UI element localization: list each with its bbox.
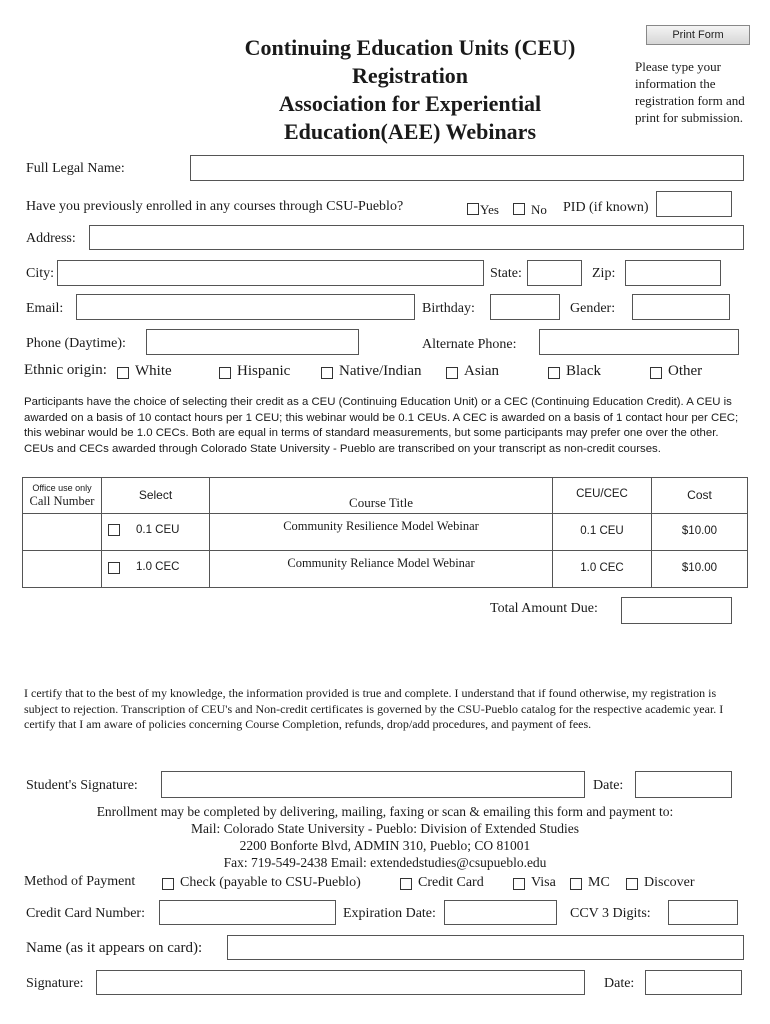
mc-label: MC <box>588 875 610 890</box>
mail-address-line: Mail: Colorado State University - Pueblo: Division of Extended Studies <box>190 821 580 836</box>
cost-cell <box>652 514 748 551</box>
call-number-cell <box>23 551 102 588</box>
ceu-cec-header-label: CEU/CEC <box>576 488 628 500</box>
credit-card-label: Credit Card <box>418 875 484 890</box>
credit-value: 0.1 CEU <box>580 525 624 537</box>
asian-checkbox[interactable] <box>446 367 458 379</box>
expiration-date-field[interactable] <box>444 900 557 925</box>
ethnic-origin-label: Ethnic origin: <box>24 362 107 378</box>
cost-header-label: Cost <box>687 488 712 502</box>
course-title: Community Reliance Model Webinar <box>287 556 475 570</box>
select-cell <box>102 551 210 588</box>
full-name-field[interactable] <box>190 155 744 181</box>
course-title-header-label: Course Title <box>349 495 413 510</box>
title-line-4: Education(AEE) Webinars <box>283 119 537 144</box>
student-date-field[interactable] <box>635 771 732 798</box>
visa-label: Visa <box>531 875 556 890</box>
card-number-label: Credit Card Number: <box>26 906 145 921</box>
discover-label: Discover <box>644 875 695 890</box>
office-use-label: Office use only <box>32 483 92 493</box>
enrollment-line-1: Enrollment may be completed by delivering, mailing, faxing or scan & emailing this form and payment to: <box>96 804 674 819</box>
title-line-1: Continuing Education Units (CEU) <box>244 35 576 60</box>
address-label: Address: <box>26 231 76 246</box>
city-label: City: <box>26 266 55 281</box>
discover-checkbox[interactable] <box>626 878 638 890</box>
student-signature-field[interactable] <box>161 771 585 798</box>
cost-cell <box>652 551 748 588</box>
other-label: Other <box>668 363 703 379</box>
address-field[interactable] <box>89 225 744 250</box>
asian-label: Asian <box>464 363 499 379</box>
zip-label: Zip: <box>592 266 616 281</box>
native-indian-label: Native/Indian <box>339 363 422 379</box>
ccv-label: CCV 3 Digits: <box>570 906 651 921</box>
full-name-label: Full Legal Name: <box>26 161 125 176</box>
phone-daytime-label: Phone (Daytime): <box>26 336 126 351</box>
credit-value: 1.0 CEC <box>580 562 624 574</box>
form-title <box>150 34 670 146</box>
hispanic-label: Hispanic <box>237 363 291 379</box>
hispanic-checkbox[interactable] <box>219 367 231 379</box>
credit-cell <box>553 551 652 588</box>
cost-header <box>652 478 748 514</box>
fax-email-line: Fax: 719-549-2438 Email: extendedstudies@csupueblo.edu <box>223 855 547 870</box>
black-checkbox[interactable] <box>548 367 560 379</box>
check-payment-label: Check (payable to CSU-Pueblo) <box>180 875 361 890</box>
black-label: Black <box>566 363 601 379</box>
call-number-label: Call Number <box>29 494 95 508</box>
total-amount-label: Total Amount Due: <box>490 601 598 616</box>
print-form-button[interactable]: Print Form <box>646 25 750 45</box>
phone-daytime-field[interactable] <box>146 329 359 355</box>
student-signature-label: Student's Signature: <box>26 778 138 793</box>
white-checkbox[interactable] <box>117 367 129 379</box>
mc-checkbox[interactable] <box>570 878 582 890</box>
ccv-field[interactable] <box>668 900 738 925</box>
select-option-label: 0.1 CEU <box>136 524 180 536</box>
visa-checkbox[interactable] <box>513 878 525 890</box>
select-cell <box>102 514 210 551</box>
select-option-label: 1.0 CEC <box>136 561 180 573</box>
title-line-3: Association for Experiential <box>278 91 542 116</box>
credit-explanation: Participants have the choice of selecting their credit as a CEU (Continuing Education Unit) or a CEC (Continuing Education Credit). A CEU is awarded on a basis of 10 contact hours per 1 CEU; this webinar would be 0.1 CEUs. A CEC is awarded on a basis of 1 contact hour per CEC; this webinar would be 1.0 CECs. Both are equal in terms of standard measurements, but some participants may prefer one over the other. CEUs and CECs awarded through Colorado State University - Pueblo are transcribed on your transcript as non-credit courses. <box>24 396 739 455</box>
instruction-note: Please type your information the registration form and print for submission. <box>635 59 745 125</box>
course-title-cell <box>210 551 553 588</box>
yes-checkbox[interactable] <box>467 203 479 215</box>
course-title-cell <box>210 514 553 551</box>
course-title: Community Resilience Model Webinar <box>283 519 479 533</box>
enrollment-instructions <box>20 803 750 871</box>
select-0-1-ceu-checkbox[interactable] <box>108 524 120 536</box>
cardholder-name-field[interactable] <box>227 935 744 960</box>
cardholder-name-label: Name (as it appears on card): <box>26 940 203 956</box>
course-table <box>22 477 748 588</box>
native-indian-checkbox[interactable] <box>321 367 333 379</box>
pid-field[interactable] <box>656 191 732 217</box>
gender-field[interactable] <box>632 294 730 320</box>
select-1-0-cec-checkbox[interactable] <box>108 562 120 574</box>
alternate-phone-label: Alternate Phone: <box>422 337 517 352</box>
cost-value: $10.00 <box>681 525 718 537</box>
other-checkbox[interactable] <box>650 367 662 379</box>
yes-label: Yes <box>480 202 499 217</box>
table-row <box>23 551 748 588</box>
call-number-cell <box>23 514 102 551</box>
card-number-field[interactable] <box>159 900 336 925</box>
state-label: State: <box>490 266 522 281</box>
no-label: No <box>531 202 547 217</box>
call-number-header <box>23 478 102 514</box>
card-signature-label: Signature: <box>26 976 84 991</box>
email-label: Email: <box>26 301 64 316</box>
certification-text: I certify that to the best of my knowledge, the information provided is true and complete. I understand that if found otherwise, my registration is subject to rejection. Transcription of CEU's and Non-credit certificates is governed by the CSU-Pueblo catalog for the respective academic year. I certify that I am aware of policies concerning Course Completion, refunds, drop/add procedures, and payment of fees. <box>24 686 724 731</box>
card-date-label: Date: <box>604 976 635 991</box>
table-header-row <box>23 478 748 514</box>
pid-label: PID (if known) <box>563 200 649 215</box>
previously-enrolled-label: Have you previously enrolled in any courses through CSU-Pueblo? <box>26 199 404 214</box>
credit-cell <box>553 514 652 551</box>
payment-method-label: Method of Payment <box>24 874 136 889</box>
card-signature-field[interactable] <box>96 970 585 995</box>
course-title-header <box>210 478 553 514</box>
credit-card-checkbox[interactable] <box>400 878 412 890</box>
student-date-label: Date: <box>593 778 624 793</box>
ceu-cec-header <box>553 478 652 514</box>
gender-label: Gender: <box>570 301 616 316</box>
state-field[interactable] <box>527 260 582 286</box>
title-line-2: Registration <box>351 63 469 88</box>
white-label: White <box>135 363 172 379</box>
select-header-label: Select <box>138 488 173 502</box>
zip-field[interactable] <box>625 260 721 286</box>
table-row <box>23 514 748 551</box>
birthday-field[interactable] <box>490 294 560 320</box>
cost-value: $10.00 <box>681 562 718 574</box>
email-field[interactable] <box>76 294 415 320</box>
no-checkbox[interactable] <box>513 203 525 215</box>
check-payment-checkbox[interactable] <box>162 878 174 890</box>
birthday-label: Birthday: <box>422 301 475 316</box>
total-amount-field[interactable] <box>621 597 732 624</box>
street-address-line: 2200 Bonforte Blvd, ADMIN 310, Pueblo; CO 81001 <box>239 838 531 853</box>
city-field[interactable] <box>57 260 484 286</box>
card-date-field[interactable] <box>645 970 742 995</box>
select-header <box>102 478 210 514</box>
alternate-phone-field[interactable] <box>539 329 739 355</box>
expiration-date-label: Expiration Date: <box>343 906 436 921</box>
